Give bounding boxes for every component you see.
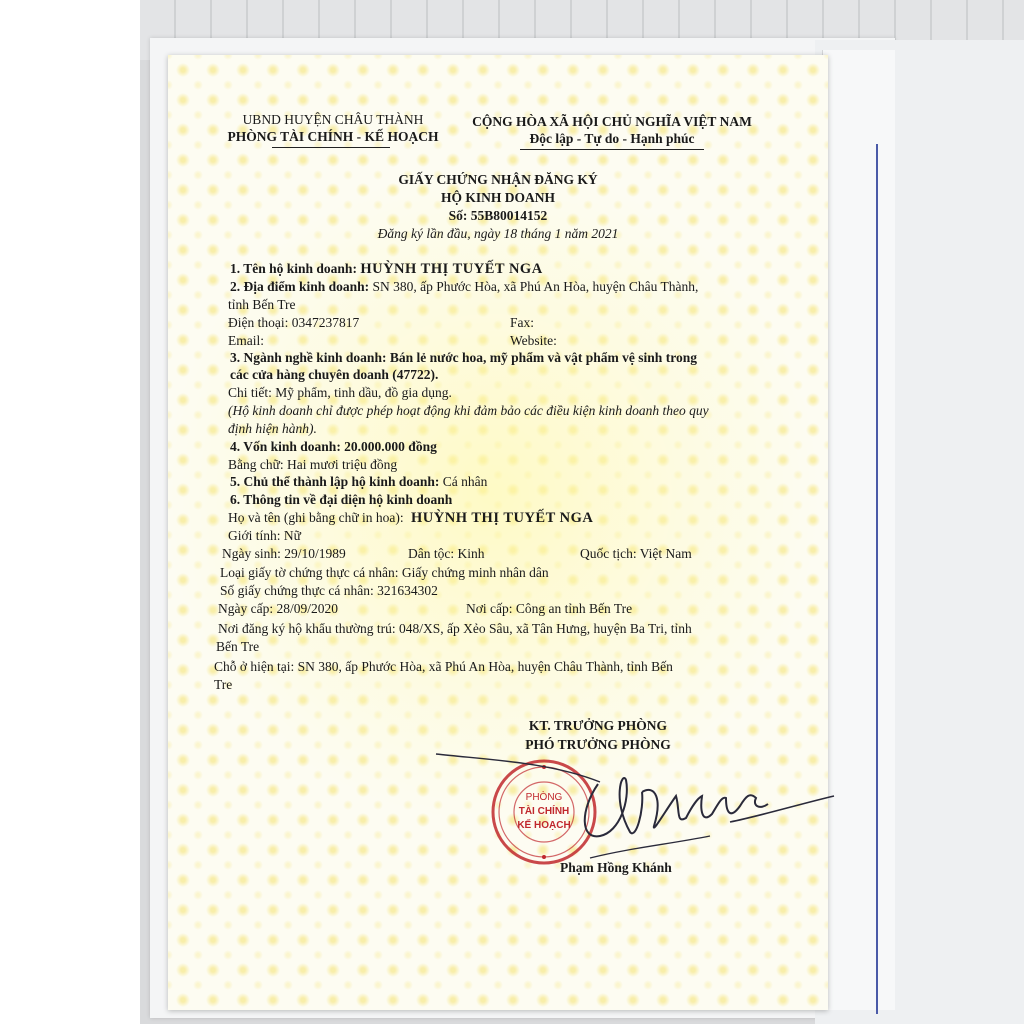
representative-name-label: Họ và tên (ghi bằng chữ in hoa): <box>228 510 404 525</box>
founder-type-label: 5. Chủ thể thành lập hộ kinh doanh: <box>230 474 440 489</box>
phone-field: Điện thoại: 0347237817 <box>228 315 360 330</box>
permanent-residence-cont: Bến Tre <box>216 639 260 654</box>
permanent-residence: Nơi đăng ký hộ khẩu thường trú: 048/XS, ấp Xẻo Sâu, xã Tân Hưng, huyện Ba Tri, tỉnh <box>218 621 692 636</box>
document-title: GIẤY CHỨNG NHẬN ĐĂNG KÝ <box>398 172 598 187</box>
representative-name-value: HUỲNH THỊ TUYẾT NGA <box>411 510 594 526</box>
section-5 <box>230 473 487 491</box>
capital-label: 4. Vốn kinh doanh: 20.000.000 đồng <box>230 439 437 454</box>
capital-in-words: Bằng chữ: Hai mươi triệu đồng <box>228 457 398 472</box>
business-note: (Hộ kinh doanh chỉ được phép hoạt động khi đảm bảo các điều kiện kinh doanh theo quy <box>228 403 709 418</box>
business-name-value: HUỲNH THỊ TUYẾT NGA <box>360 261 543 277</box>
address-value-cont: tỉnh Bến Tre <box>228 297 296 312</box>
nationality-field: Quốc tịch: Việt Nam <box>580 546 692 561</box>
gender-field: Giới tính: Nữ <box>228 528 301 543</box>
business-line-value-cont: các cửa hàng chuyên doanh (47722). <box>230 367 439 382</box>
issue-place-field: Nơi cấp: Công an tỉnh Bến Tre <box>466 601 633 616</box>
national-motto: Độc lập - Tự do - Hạnh phúc <box>529 131 695 146</box>
signer-name: Phạm Hồng Khánh <box>560 860 672 875</box>
signer-position: PHÓ TRƯỞNG PHÒNG <box>525 737 671 752</box>
website-field: Website: <box>510 333 557 348</box>
section-2 <box>230 278 698 296</box>
business-line-label: 3. Ngành nghề kinh doanh: <box>230 350 387 365</box>
email-field: Email: <box>228 333 264 348</box>
desk-background <box>0 0 140 1024</box>
current-residence-cont: Tre <box>214 677 233 692</box>
national-title: CỘNG HÒA XÃ HỘI CHỦ NGHĨA VIỆT NAM <box>472 114 752 129</box>
id-type-field: Loại giấy tờ chứng thực cá nhân: Giấy chứng minh nhân dân <box>220 565 549 580</box>
current-residence: Chỗ ở hiện tại: SN 380, ấp Phước Hòa, xã Phú An Hòa, huyện Châu Thành, tỉnh Bến <box>214 659 673 674</box>
dob-field: Ngày sinh: 29/10/1989 <box>222 546 346 561</box>
seal-text-bot: KẾ HOẠCH <box>517 820 571 831</box>
signer-title: KT. TRƯỞNG PHÒNG <box>528 718 668 733</box>
document-subtitle: HỘ KINH DOANH <box>440 190 555 205</box>
ethnicity-field: Dân tộc: Kinh <box>408 546 485 561</box>
folder-border-line <box>876 144 878 1014</box>
issuer-authority: UBND HUYỆN CHÂU THÀNH <box>242 112 424 127</box>
business-name-label: 1. Tên hộ kinh doanh: <box>230 261 357 276</box>
issuer-department: PHÒNG TÀI CHÍNH - KẾ HOẠCH <box>227 129 439 144</box>
issuer-underline <box>272 147 390 148</box>
registration-date: Đăng ký lần đầu, ngày 18 tháng 1 năm 2021 <box>377 226 619 241</box>
section-1 <box>230 260 543 278</box>
representative-heading: 6. Thông tin về đại diện hộ kinh doanh <box>230 492 453 507</box>
fax-field: Fax: <box>510 315 535 330</box>
certificate-number: Số: 55B80014152 <box>448 208 548 223</box>
representative-name <box>228 509 593 527</box>
founder-type-value: Cá nhân <box>442 474 488 489</box>
business-line-value: Bán lẻ nước hoa, mỹ phẩm và vật phẩm vệ sinh trong <box>389 350 697 365</box>
business-note-cont: định hiện hành). <box>228 421 317 436</box>
issue-date-field: Ngày cấp: 28/09/2020 <box>218 601 338 616</box>
section-3 <box>230 349 697 367</box>
id-number-field: Số giấy chứng thực cá nhân: 321634302 <box>220 583 438 598</box>
seal-text-mid: TÀI CHÍNH <box>518 806 570 817</box>
business-line-detail: Chi tiết: Mỹ phẩm, tinh dầu, đồ gia dụng. <box>228 385 452 400</box>
seal-text-top: PHÒNG <box>525 792 563 803</box>
motto-underline <box>520 149 704 150</box>
address-value: SN 380, ấp Phước Hòa, xã Phú An Hòa, huyện Châu Thành, <box>372 279 699 294</box>
handwritten-signature <box>430 740 850 880</box>
address-label: 2. Địa điểm kinh doanh: <box>230 279 370 294</box>
